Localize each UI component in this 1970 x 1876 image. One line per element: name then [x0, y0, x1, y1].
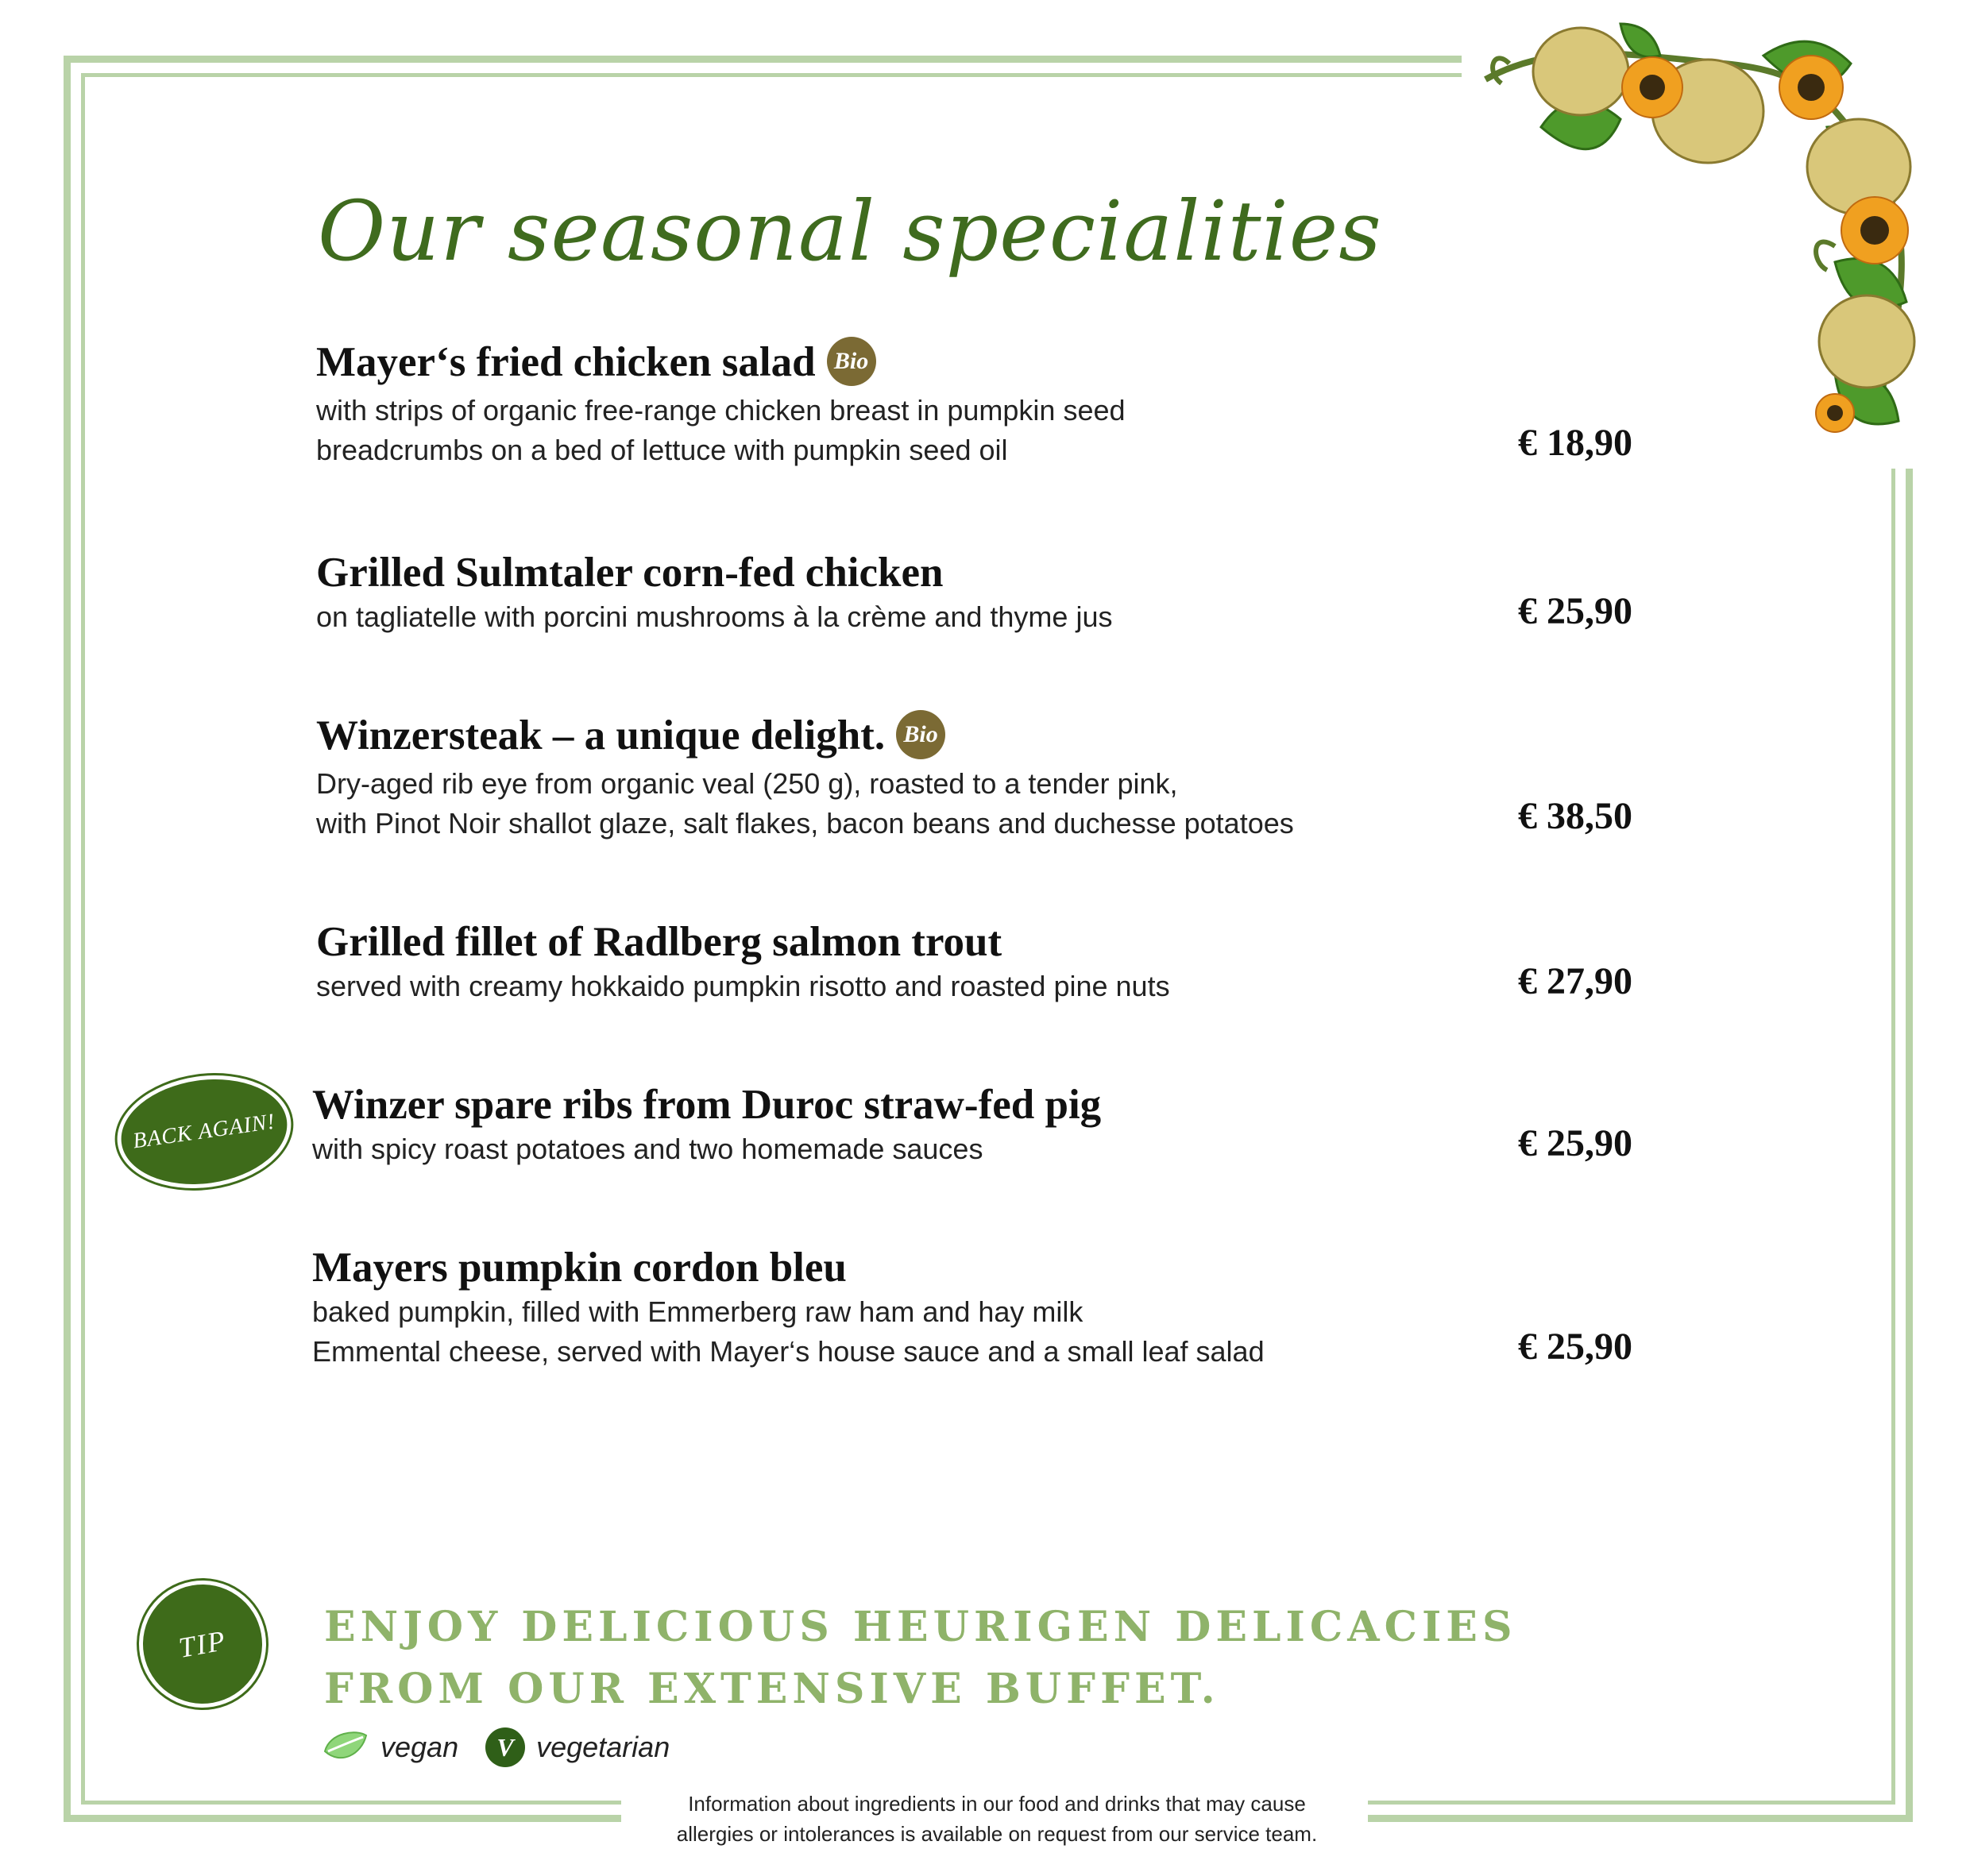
menu-item: [316, 338, 1635, 470]
dish-price: € 27,90: [1518, 960, 1632, 1002]
dish-price: € 25,90: [1518, 1122, 1632, 1164]
dish-price: € 25,90: [1518, 590, 1632, 632]
dish-name: Winzersteak – a unique delight. Bio: [316, 711, 1635, 764]
vegan-label: vegan: [380, 1731, 459, 1763]
buffet-line: ENJOY DELICIOUS HEURIGEN DELICACIES: [324, 1603, 1517, 1651]
dish-name: Mayers pumpkin cordon bleu: [312, 1245, 847, 1291]
dish-description: served with creamy hokkaido pumpkin risotto and roasted pine nuts: [316, 970, 1170, 1002]
back-again-badge: BACK AGAIN!: [114, 1069, 294, 1195]
vegetarian-icon: V: [485, 1727, 525, 1767]
dish-description: with strips of organic free-range chicken breast in pumpkin seed: [316, 393, 1126, 427]
tip-badge: TIP: [133, 1575, 272, 1713]
dish-description: on tagliatelle with porcini mushrooms à la crème and thyme jus: [316, 600, 1113, 633]
buffet-note: [324, 1596, 1517, 1720]
dish-price: € 25,90: [1518, 1326, 1632, 1368]
dish-name: Mayer‘s fried chicken salad Bio: [316, 338, 1635, 391]
buffet-line: FROM OUR EXTENSIVE BUFFET.: [324, 1665, 1220, 1713]
menu-item: [316, 711, 1635, 843]
dish-price: € 18,90: [1518, 422, 1632, 464]
allergy-line: Information about ingredients in our food and drinks that may cause: [688, 1792, 1306, 1816]
leaf-icon: [322, 1727, 369, 1767]
menu-item: [316, 917, 1635, 1006]
dish-name: Grilled fillet of Radlberg salmon trout: [316, 919, 1002, 965]
menu-item: [312, 1243, 1631, 1372]
dish-name: Winzer spare ribs from Duroc straw-fed pig: [312, 1082, 1102, 1128]
diet-legend: [322, 1725, 670, 1770]
allergy-line: allergies or intolerances is available on request from our service team.: [676, 1822, 1318, 1846]
allergy-note: [628, 1789, 1366, 1849]
menu-item: [316, 548, 1635, 637]
dish-description: Emmental cheese, served with Mayer‘s house sauce and a small leaf salad: [312, 1335, 1265, 1368]
menu-item: [312, 1080, 1631, 1169]
dish-name: Grilled Sulmtaler corn-fed chicken: [316, 550, 944, 596]
vegetarian-label: vegetarian: [536, 1731, 670, 1763]
bio-badge: Bio: [896, 710, 945, 759]
dish-description: baked pumpkin, filled with Emmerberg raw ham and hay milk: [312, 1295, 1084, 1328]
bio-badge: Bio: [827, 337, 876, 386]
dish-price: € 38,50: [1518, 795, 1632, 837]
menu-title: Our seasonal specialities: [318, 183, 1382, 280]
dish-description: with spicy roast potatoes and two homemade sauces: [312, 1133, 983, 1165]
dish-description: with Pinot Noir shallot glaze, salt flakes, bacon beans and duchesse potatoes: [316, 806, 1294, 840]
dish-description: Dry-aged rib eye from organic veal (250 g), roasted to a tender pink,: [316, 766, 1178, 800]
dish-description: breadcrumbs on a bed of lettuce with pumpkin seed oil: [316, 433, 1008, 466]
